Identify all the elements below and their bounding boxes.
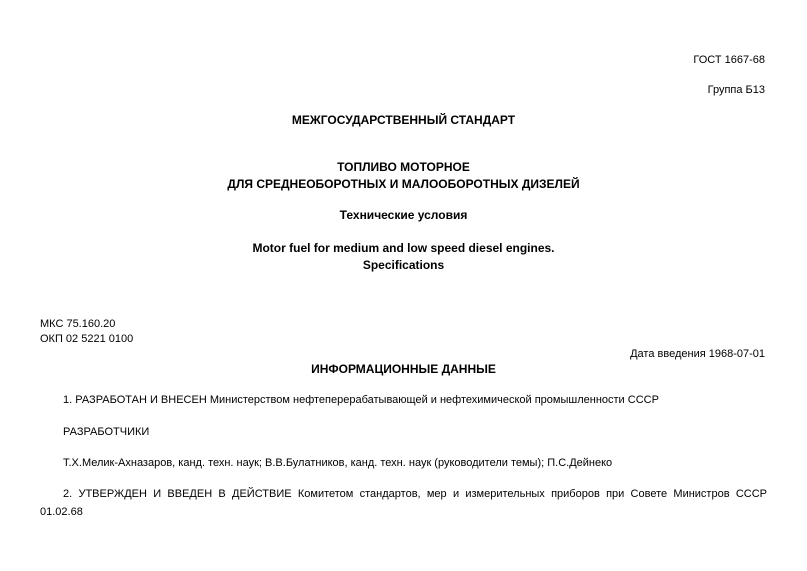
- gost-number: ГОСТ 1667-68: [693, 54, 765, 66]
- subtitle: Технические условия: [339, 208, 468, 222]
- title-line-2: ДЛЯ СРЕДНЕОБОРОТНЫХ И МАЛООБОРОТНЫХ ДИЗЕЛЕЙ: [227, 177, 580, 191]
- developers-label: РАЗРАБОТЧИКИ: [63, 426, 150, 438]
- english-title-line-2: Specifications: [362, 258, 445, 272]
- english-title-line-1: Motor fuel for medium and low speed diesel engines.: [252, 241, 555, 255]
- okp-code: ОКП 02 5221 0100: [40, 333, 134, 345]
- standard-type: МЕЖГОСУДАРСТВЕННЫЙ СТАНДАРТ: [291, 113, 516, 127]
- developers-list: Т.Х.Мелик-Ахназаров, канд. техн. наук; В.В.Булатников, канд. техн. наук (руководители темы); П.С.Дейнеко: [63, 457, 613, 469]
- group-code: Группа Б13: [707, 84, 765, 96]
- info-item-2: 2. УТВЕРЖДЕН И ВВЕДЕН В ДЕЙСТВИЕ Комитетом стандартов, мер и измерительных приборов при Совете Министров СССР 01.02.68: [40, 488, 767, 518]
- intro-date: Дата введения 1968-07-01: [630, 348, 765, 360]
- title-line-1: ТОПЛИВО МОТОРНОЕ: [337, 160, 470, 174]
- info-heading: ИНФОРМАЦИОННЫЕ ДАННЫЕ: [311, 362, 496, 376]
- info-item-1: 1. РАЗРАБОТАН И ВНЕСЕН Министерством нефтеперерабатывающей и нефтехимической промышленности СССР: [63, 394, 659, 406]
- mks-code: МКС 75.160.20: [40, 318, 116, 330]
